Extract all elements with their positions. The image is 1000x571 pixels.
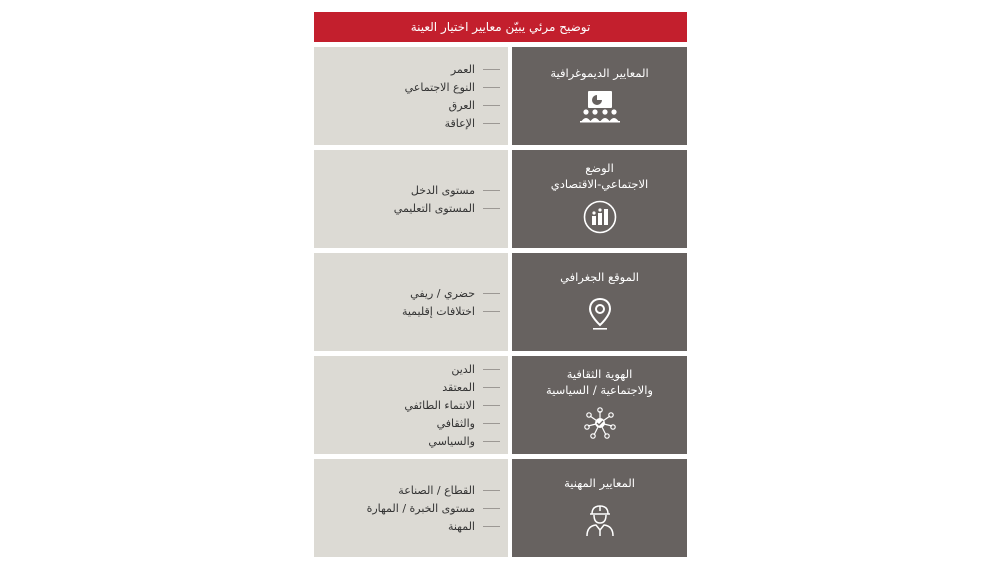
category-title	[550, 65, 648, 81]
row-cultural	[314, 356, 687, 454]
row-professional	[314, 459, 687, 557]
diagram-header	[314, 12, 687, 42]
list-item	[314, 414, 508, 432]
bullet-dash	[483, 87, 500, 88]
category-title	[546, 366, 653, 398]
category-title-line: المعايير المهنية	[564, 476, 635, 490]
item-text: والثقافي	[436, 416, 475, 430]
category-title-line: الهوية الثقافية	[566, 367, 633, 381]
money-stacks-icon	[583, 200, 617, 238]
list-item	[314, 181, 508, 199]
row-geographic	[314, 253, 687, 351]
list-item	[314, 302, 508, 320]
items-demographic	[314, 47, 508, 145]
bullet-dash	[483, 293, 500, 294]
item-text: اختلافات إقليمية	[401, 304, 475, 318]
bullet-dash	[483, 123, 500, 124]
item-text: حضري / ريفي	[410, 286, 475, 300]
items-socioeconomic	[314, 150, 508, 248]
item-text: المستوى التعليمي	[393, 201, 475, 215]
item-text: العرق	[448, 98, 475, 112]
category-title	[551, 160, 648, 192]
list-item	[314, 378, 508, 396]
list-item	[314, 432, 508, 450]
category-title	[560, 269, 639, 285]
list-item	[314, 360, 508, 378]
list-item	[314, 114, 508, 132]
category-socioeconomic	[512, 150, 687, 248]
worker-helmet-icon	[583, 503, 617, 541]
bullet-dash	[483, 405, 500, 406]
item-text: مستوى الدخل	[410, 183, 475, 197]
category-professional	[512, 459, 687, 557]
list-item	[314, 96, 508, 114]
category-title	[564, 475, 635, 491]
list-item	[314, 481, 508, 499]
item-text: والسياسي	[428, 434, 475, 448]
criteria-diagram	[314, 12, 687, 557]
bullet-dash	[483, 69, 500, 70]
list-item	[314, 60, 508, 78]
item-text: الانتماء الطائفي	[404, 398, 475, 412]
list-item	[314, 499, 508, 517]
bullet-dash	[483, 190, 500, 191]
bullet-dash	[483, 311, 500, 312]
bullet-dash	[483, 508, 500, 509]
category-cultural	[512, 356, 687, 454]
social-network-icon	[583, 406, 617, 444]
bullet-dash	[483, 387, 500, 388]
category-title-line: المعايير الديموغرافية	[550, 66, 649, 80]
items-geographic	[314, 253, 508, 351]
item-text: المعتقد	[442, 380, 475, 394]
list-item	[314, 284, 508, 302]
category-title-line: والاجتماعية / السياسية	[546, 383, 653, 397]
bullet-dash	[483, 105, 500, 106]
item-text: المهنة	[447, 519, 475, 533]
items-cultural	[314, 356, 508, 454]
header-title: توضيح مرئي يبيّن معايير اختيار العينة	[410, 20, 591, 34]
bullet-dash	[483, 369, 500, 370]
item-text: النوع الاجتماعي	[404, 80, 475, 94]
list-item	[314, 199, 508, 217]
item-text: الإعاقة	[444, 116, 475, 130]
audience-presentation-icon	[578, 89, 622, 127]
bullet-dash	[483, 208, 500, 209]
item-text: الدين	[451, 362, 475, 376]
location-pin-icon	[588, 297, 612, 335]
items-professional	[314, 459, 508, 557]
list-item	[314, 517, 508, 535]
bullet-dash	[483, 526, 500, 527]
row-socioeconomic	[314, 150, 687, 248]
list-item	[314, 78, 508, 96]
bullet-dash	[483, 441, 500, 442]
category-title-line: الوضع	[585, 161, 614, 175]
bullet-dash	[483, 490, 500, 491]
category-demographic	[512, 47, 687, 145]
item-text: القطاع / الصناعة	[398, 483, 475, 497]
list-item	[314, 396, 508, 414]
category-title-line: الاجتماعي-الاقتصادي	[550, 177, 649, 191]
bullet-dash	[483, 423, 500, 424]
item-text: العمر	[450, 62, 475, 76]
category-geographic	[512, 253, 687, 351]
row-demographic	[314, 47, 687, 145]
item-text: مستوى الخبرة / المهارة	[366, 501, 475, 515]
category-title-line: الموقع الجغرافي	[560, 270, 639, 284]
